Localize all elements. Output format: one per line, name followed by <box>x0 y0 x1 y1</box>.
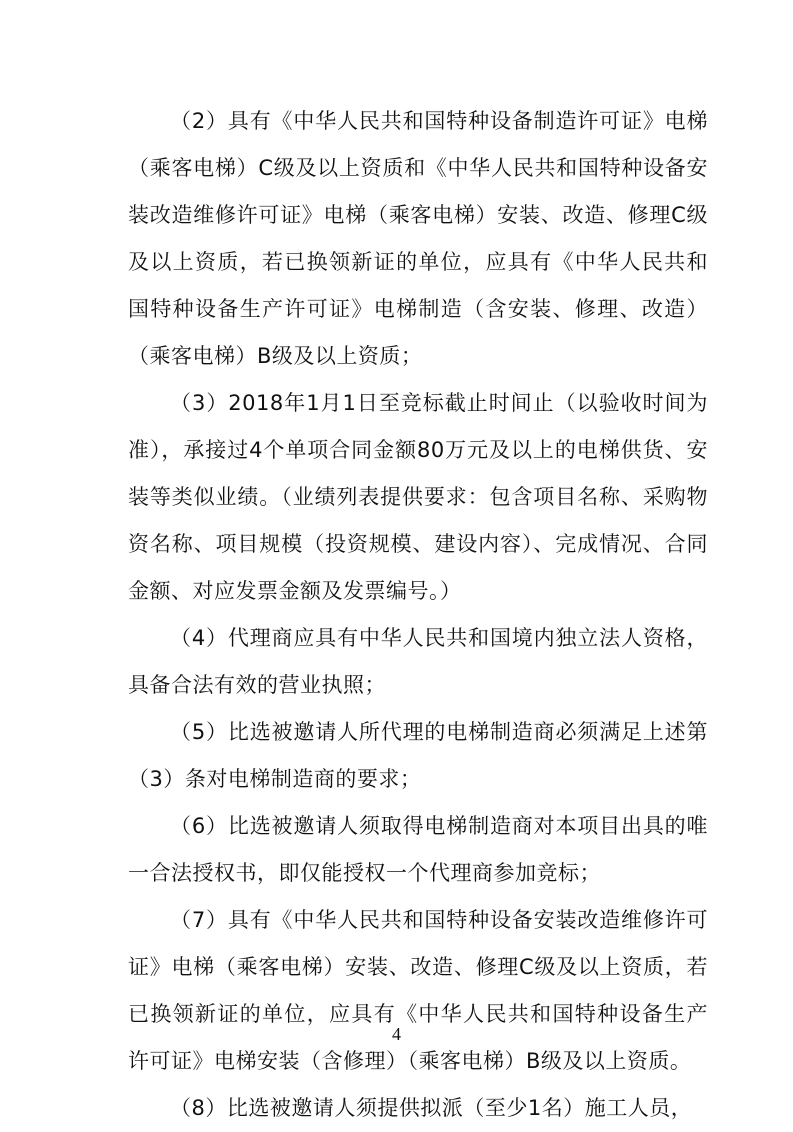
page-number: 4 <box>392 1024 401 1044</box>
paragraph-qualification-5: （5）比选被邀请人所代理的电梯制造商必须满足上述第（3）条对电梯制造商的要求； <box>128 720 708 791</box>
document-body <box>128 98 708 1132</box>
paragraph-qualification-8: （8）比选被邀请人须提供拟派（至少1名）施工人员， <box>170 1096 693 1120</box>
paragraph-qualification-7: （7）具有《中华人民共和国特种设备安装改造维修许可证》电梯（乘客电梯）安装、改造、修理C级及以上资质，若已换领新证的单位，应具有《中华人民共和国特种设备生产许可证》电梯安装（含修理）（乘客电梯）B级及以上资质。 <box>128 908 708 1073</box>
paragraph-qualification-4: （4）代理商应具有中华人民共和国境内独立法人资格，具备合法有效的营业执照； <box>128 626 708 697</box>
paragraph-qualification-2: （2）具有《中华人民共和国特种设备制造许可证》电梯（乘客电梯）C级及以上资质和《中华人民共和国特种设备安装改造维修许可证》电梯（乘客电梯）安装、改造、修理C级及以上资质，若已换领新证的单位，应具有《中华人民共和国特种设备生产许可证》电梯制造（含安装、修理、改造）（乘客电梯）B级及以上资质； <box>128 109 708 368</box>
paragraph-qualification-3: （3）2018年1月1日至竞标截止时间止（以验收时间为准），承接过4个单项合同金额80万元及以上的电梯供货、安装等类似业绩。（业绩列表提供要求：包含项目名称、采购物资名称、项目规模（投资规模、建设内容）、完成情况、合同金额、对应发票金额及发票编号。） <box>128 391 708 603</box>
paragraph-qualification-6: （6）比选被邀请人须取得电梯制造商对本项目出具的唯一合法授权书，即仅能授权一个代理商参加竞标； <box>128 814 708 885</box>
